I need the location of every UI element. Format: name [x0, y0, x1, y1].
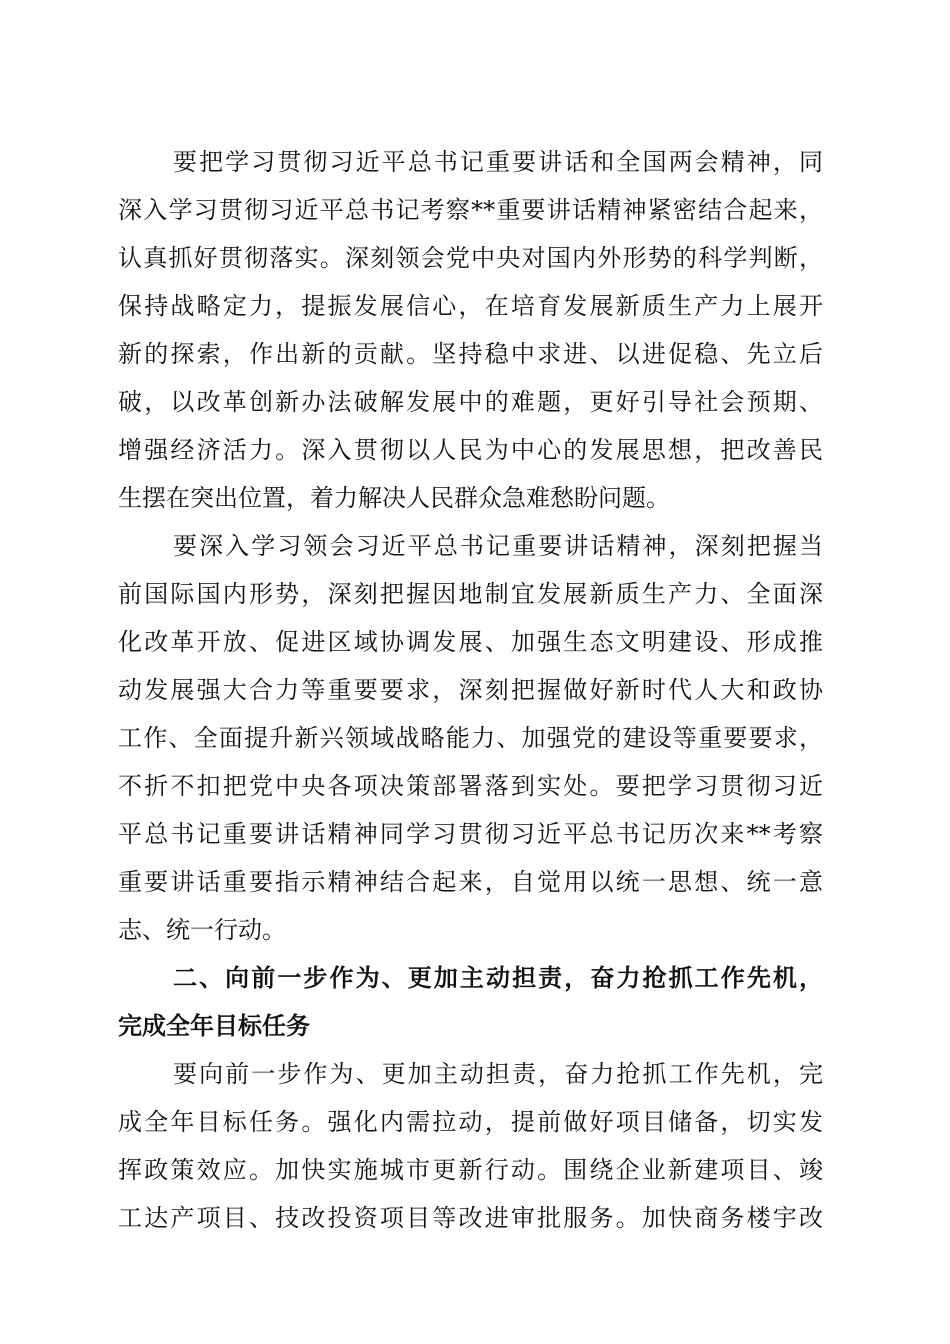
text-line: 深入学习贯彻习近平总书记考察**重要讲话精神紧密结合起来，	[118, 196, 823, 224]
heading-line: 二、向前一步作为、更加主动担责，奋力抢抓工作先机，	[173, 964, 823, 992]
text-line: 化改革开放、促进区域协调发展、加强生态文明建设、形成推	[118, 628, 823, 656]
text-line: 认真抓好贯彻落实。深刻领会党中央对国内外形势的科学判断，	[118, 244, 823, 272]
text-line: 工达产项目、技改投资项目等改进审批服务。加快商务楼宇改	[118, 1204, 823, 1232]
text-line: 重要讲话重要指示精神结合起来，自觉用以统一思想、统一意	[118, 868, 823, 896]
text-line: 前国际国内形势，深刻把握因地制宜发展新质生产力、全面深	[118, 580, 823, 608]
text-line: 志、统一行动。	[118, 916, 286, 944]
text-line: 破，以改革创新办法破解发展中的难题，更好引导社会预期、	[118, 388, 823, 416]
heading-line: 完成全年目标任务	[118, 1012, 310, 1040]
text-line: 要深入学习领会习近平总书记重要讲话精神，深刻把握当	[173, 532, 823, 560]
text-line: 要把学习贯彻习近平总书记重要讲话和全国两会精神，同	[173, 148, 823, 176]
text-line: 新的探索，作出新的贡献。坚持稳中求进、以进促稳、先立后	[118, 340, 823, 368]
text-line: 要向前一步作为、更加主动担责，奋力抢抓工作先机，完	[173, 1060, 823, 1088]
text-line: 保持战略定力，提振发展信心，在培育发展新质生产力上展开	[118, 292, 823, 320]
text-line: 动发展强大合力等重要要求，深刻把握做好新时代人大和政协	[118, 676, 823, 704]
text-line: 生摆在突出位置，着力解决人民群众急难愁盼问题。	[118, 484, 670, 512]
text-line: 平总书记重要讲话精神同学习贯彻习近平总书记历次来**考察	[118, 820, 823, 848]
text-line: 挥政策效应。加快实施城市更新行动。围绕企业新建项目、竣	[118, 1156, 823, 1184]
text-line: 增强经济活力。深入贯彻以人民为中心的发展思想，把改善民	[118, 436, 823, 464]
text-line: 不折不扣把党中央各项决策部署落到实处。要把学习贯彻习近	[118, 772, 823, 800]
text-line: 成全年目标任务。强化内需拉动，提前做好项目储备，切实发	[118, 1108, 823, 1136]
text-line: 工作、全面提升新兴领域战略能力、加强党的建设等重要要求，	[118, 724, 823, 752]
